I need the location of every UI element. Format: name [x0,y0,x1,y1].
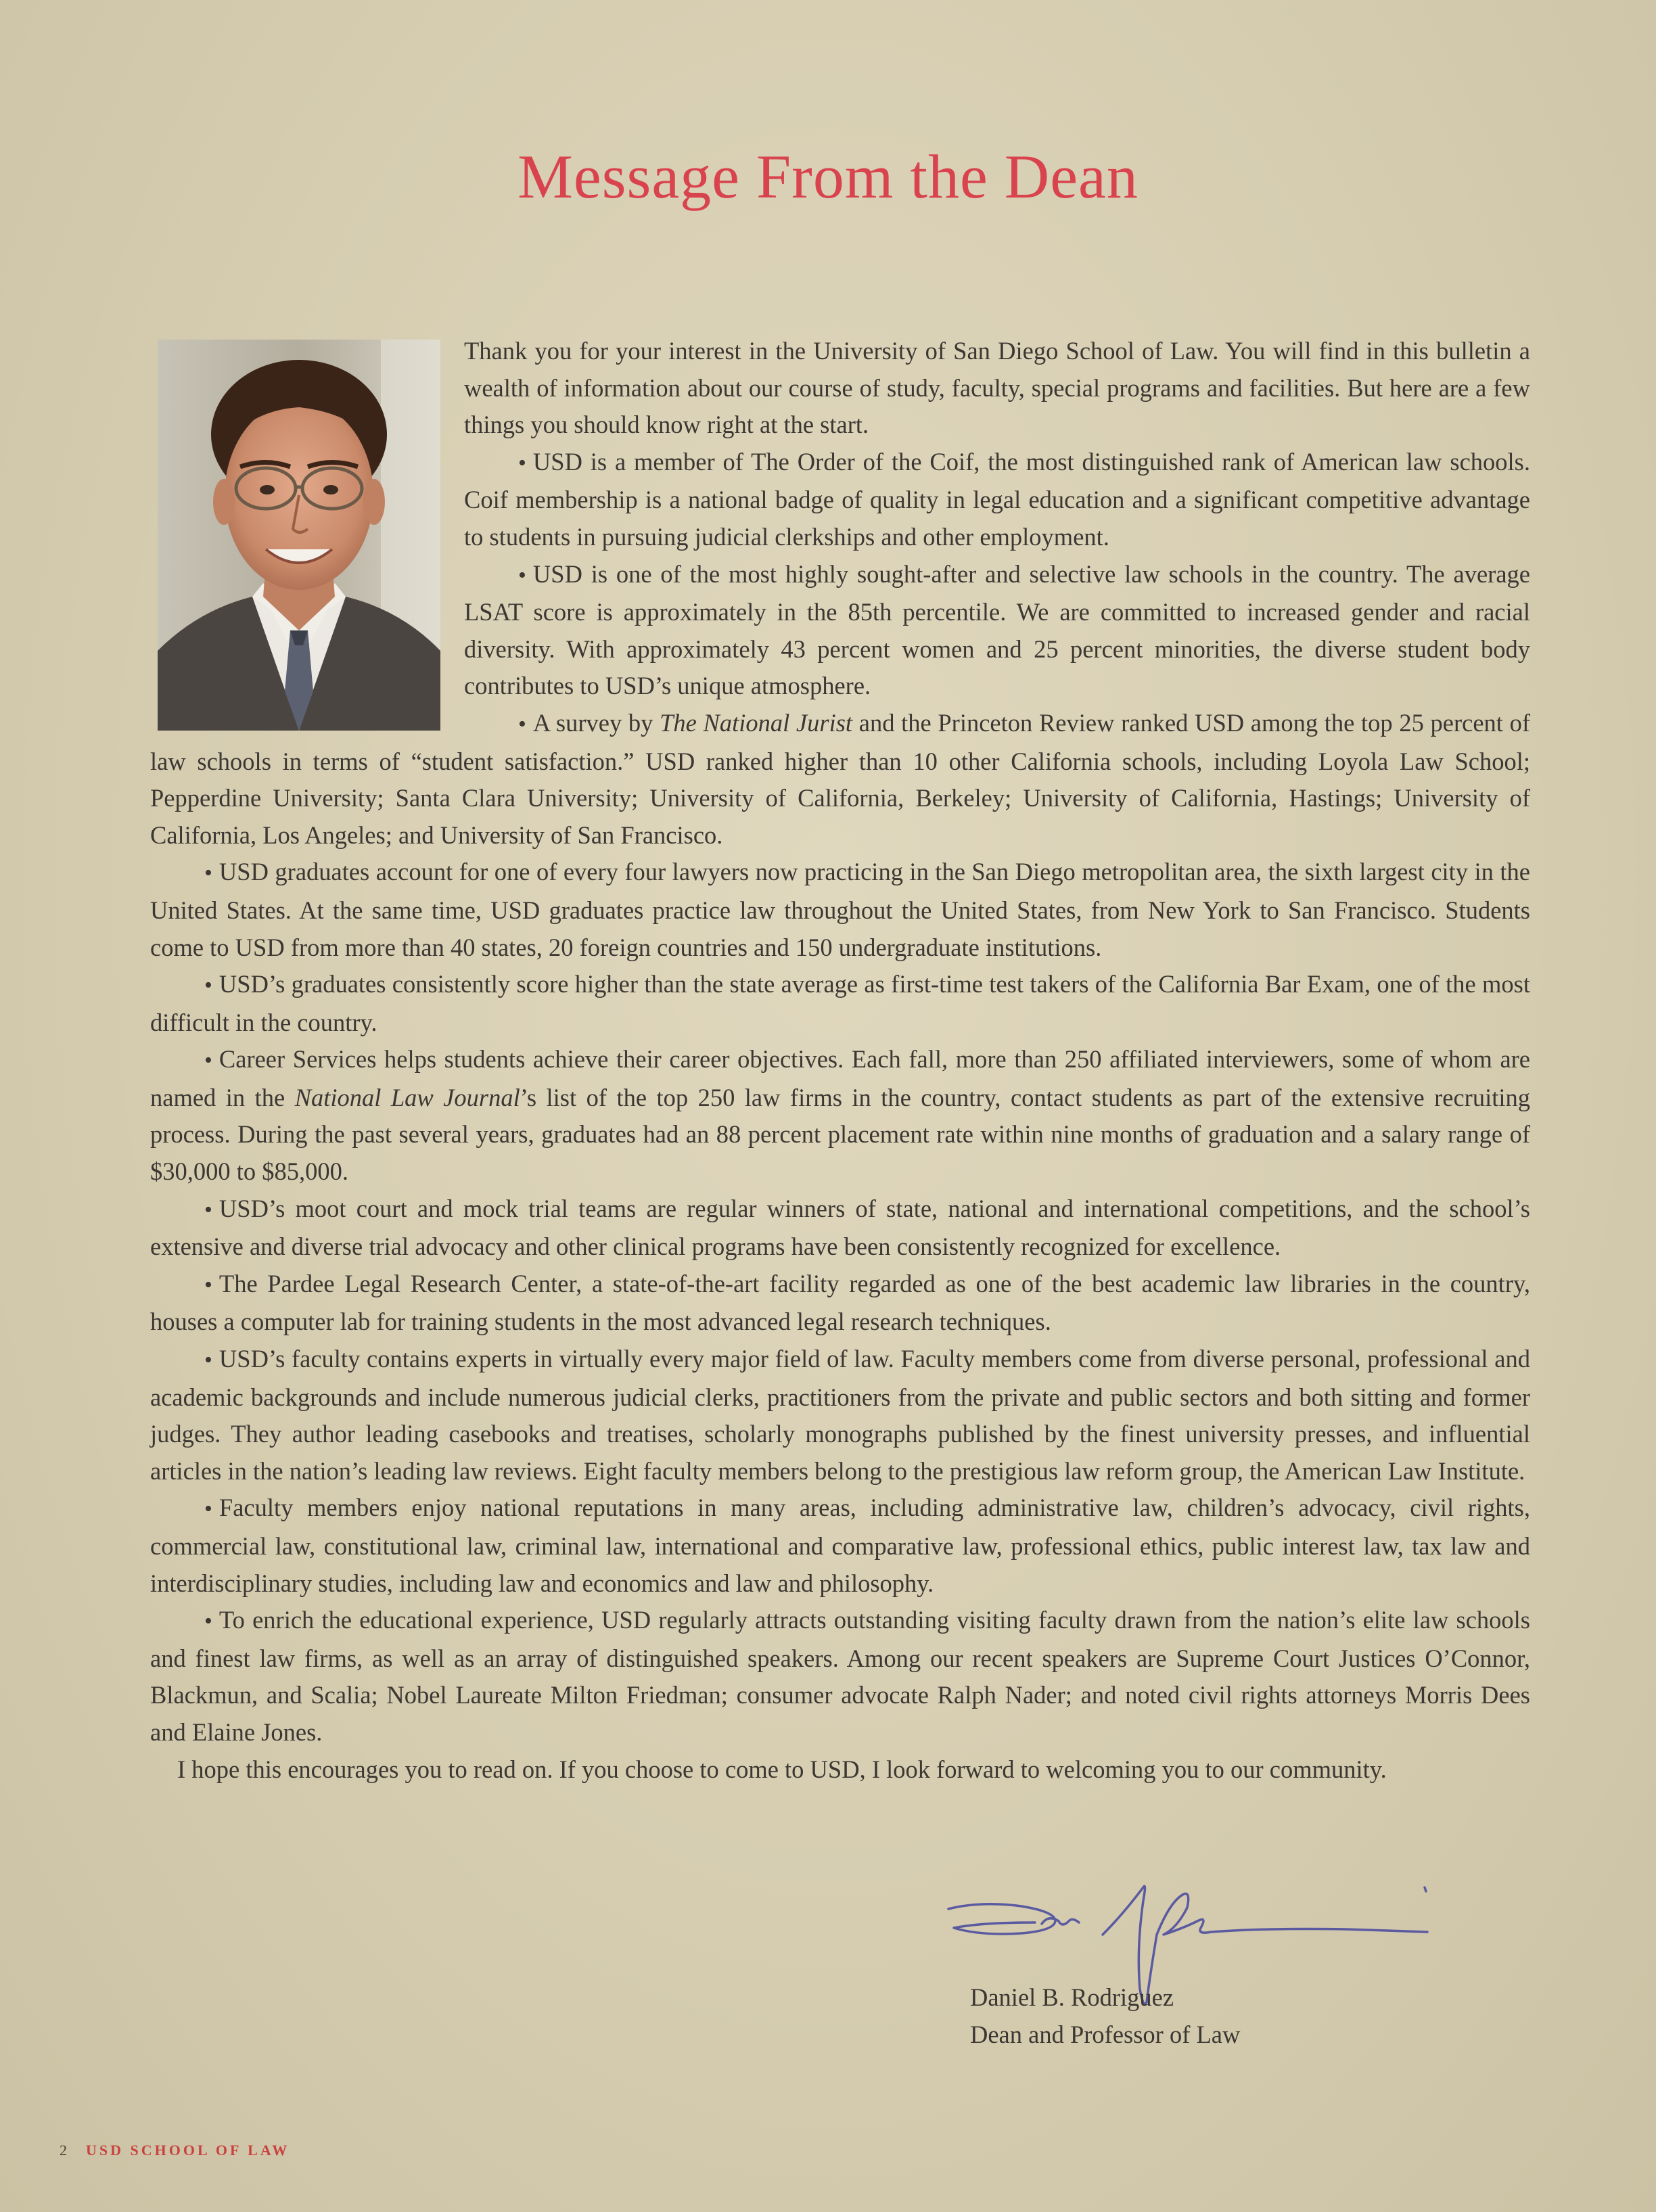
bullet-moot-court [150,1191,1530,1266]
bullet-marker: • [518,562,526,588]
bullet-text: USD is one of the most highly sought-after and selective law schools in the country. The average LSAT score is approximately in the 85th percentile. We are committed to increased gender and racial diversity. With approximately 43 percent women and 25 percent minorities, the diverse student body contributes to USD’s unique atmosphere. [464,559,1530,700]
bullet-visiting-faculty [150,1602,1530,1751]
bullet-text: A survey by [532,708,653,737]
bullet-marker: • [204,1048,212,1074]
publication-title: The National Jurist [660,708,853,737]
page-number: 2 [60,2142,70,2159]
bullet-text: USD’s moot court and mock trial teams are regular winners of state, national and international competitions, and the school’s extensive and diverse trial advocacy and other clinical programs have been consistently recognized for excellence. [150,1194,1530,1261]
publication-title: National Law Journal [294,1083,520,1111]
bullet-marker: • [518,711,526,737]
bullet-text: USD’s faculty contains experts in virtually every major field of law. Faculty members come from diverse personal, professional and academic backgrounds and include numerous judicial clerks, practitioners from the private and public sectors and both sitting and former judges. They author leading casebooks and treatises, scholarly monographs published by the finest university presses, and influential articles in the nation’s leading law reviews. Eight faculty members belong to the prestigious law reform group, the American Law Institute. [150,1345,1530,1485]
signatory-name: Daniel B. Rodriguez [970,1983,1174,2011]
bullet-text: Faculty members enjoy national reputations in many areas, including administrative law, children’s advocacy, civil rights, commercial law, constitutional law, criminal law, international and comparative law, professional ethics, public interest law, tax law and interdisciplinary studies, including law and economics and law and philosophy. [150,1494,1530,1597]
bullet-library [150,1266,1530,1341]
bullet-faculty-reputations [150,1490,1530,1602]
bullet-marker: • [204,1197,212,1222]
photo-text-wrap-spacer [150,333,464,731]
bullet-text: The Pardee Legal Research Center, a state-of-the-art facility regarded as one of the best academic law libraries in the country, houses a computer lab for training students in the most advanced legal research techniques. [150,1269,1530,1336]
signatory-role: Dean and Professor of Law [970,2020,1241,2048]
bullet-text: USD graduates account for one of every four lawyers now practicing in the San Diego metropolitan area, the sixth largest city in the United States. At the same time, USD graduates practice law throughout the United States, from New York to San Francisco. Students come to USD from more than 40 states, 20 foreign countries and 150 undergraduate institutions. [150,858,1530,961]
bullet-marker: • [204,1609,212,1634]
bullet-marker: • [204,1347,212,1373]
page-footer [60,2142,290,2159]
bullet-marker: • [204,1272,212,1297]
bullet-bar-exam [150,966,1530,1041]
dean-message-body [150,333,1530,1788]
bullet-text: and the Princeton Review ranked USD among the top 25 percent of law schools in terms of “student satisfaction.” USD ranked higher than 10 other California schools, including Loyola Law School; Pepperdine University; Santa Clara University; University of California, Berkeley; University of California, Hastings; University of California, Los Angeles; and University of San Francisco. [150,708,1530,849]
bullet-text: USD’s graduates consistently score higher than the state average as first-time test takers of the California Bar Exam, one of the most difficult in the country. [150,970,1530,1036]
bullet-career-services [150,1041,1530,1190]
bullet-text: Career Services helps students achieve their career objectives. Each fall, more than 250 affiliated interviewers, some of whom are named in the [150,1045,1530,1111]
bullet-text: ’s list of the top 250 law firms in the country, contact students as part of the extensive recruiting process. During the past several years, graduates had an 88 percent placement rate within nine months of graduation and a salary range of $30,000 to $85,000. [150,1083,1530,1186]
bullet-faculty-experts [150,1341,1530,1490]
bullet-marker: • [204,1496,212,1522]
bullet-graduates-sd [150,854,1530,966]
page-title: Message From the Dean [518,142,1138,211]
closing-paragraph: I hope this encourages you to read on. If you choose to come to USD, I look forward to welcoming you to our community. [177,1755,1387,1783]
publication-name: USD SCHOOL OF LAW [86,2142,290,2159]
bullet-text: USD is a member of The Order of the Coif, the most distinguished rank of American law schools. Coif membership is a national badge of quality in legal education and a significant competitive advantage to students in pursuing judicial clerkships and other employment. [464,447,1530,551]
signatory-block [970,1979,1240,2053]
bullet-marker: • [518,450,526,476]
bullet-marker: • [204,973,212,998]
bullet-marker: • [204,860,212,886]
intro-paragraph: Thank you for your interest in the University of San Diego School of Law. You will find in this bulletin a wealth of information about our course of study, faculty, special programs and facilities. But here are a few things you should know right at the start. [464,337,1530,439]
bullet-text: To enrich the educational experience, USD regularly attracts outstanding visiting faculty drawn from the nation’s elite law schools and finest law firms, as well as an array of distinguished speakers. Among our recent speakers are Supreme Court Justices O’Connor, Blackmun, and Scalia; Nobel Laureate Milton Friedman; consumer advocate Ralph Nader; and noted civil rights attorneys Morris Dees and Elaine Jones. [150,1606,1530,1746]
